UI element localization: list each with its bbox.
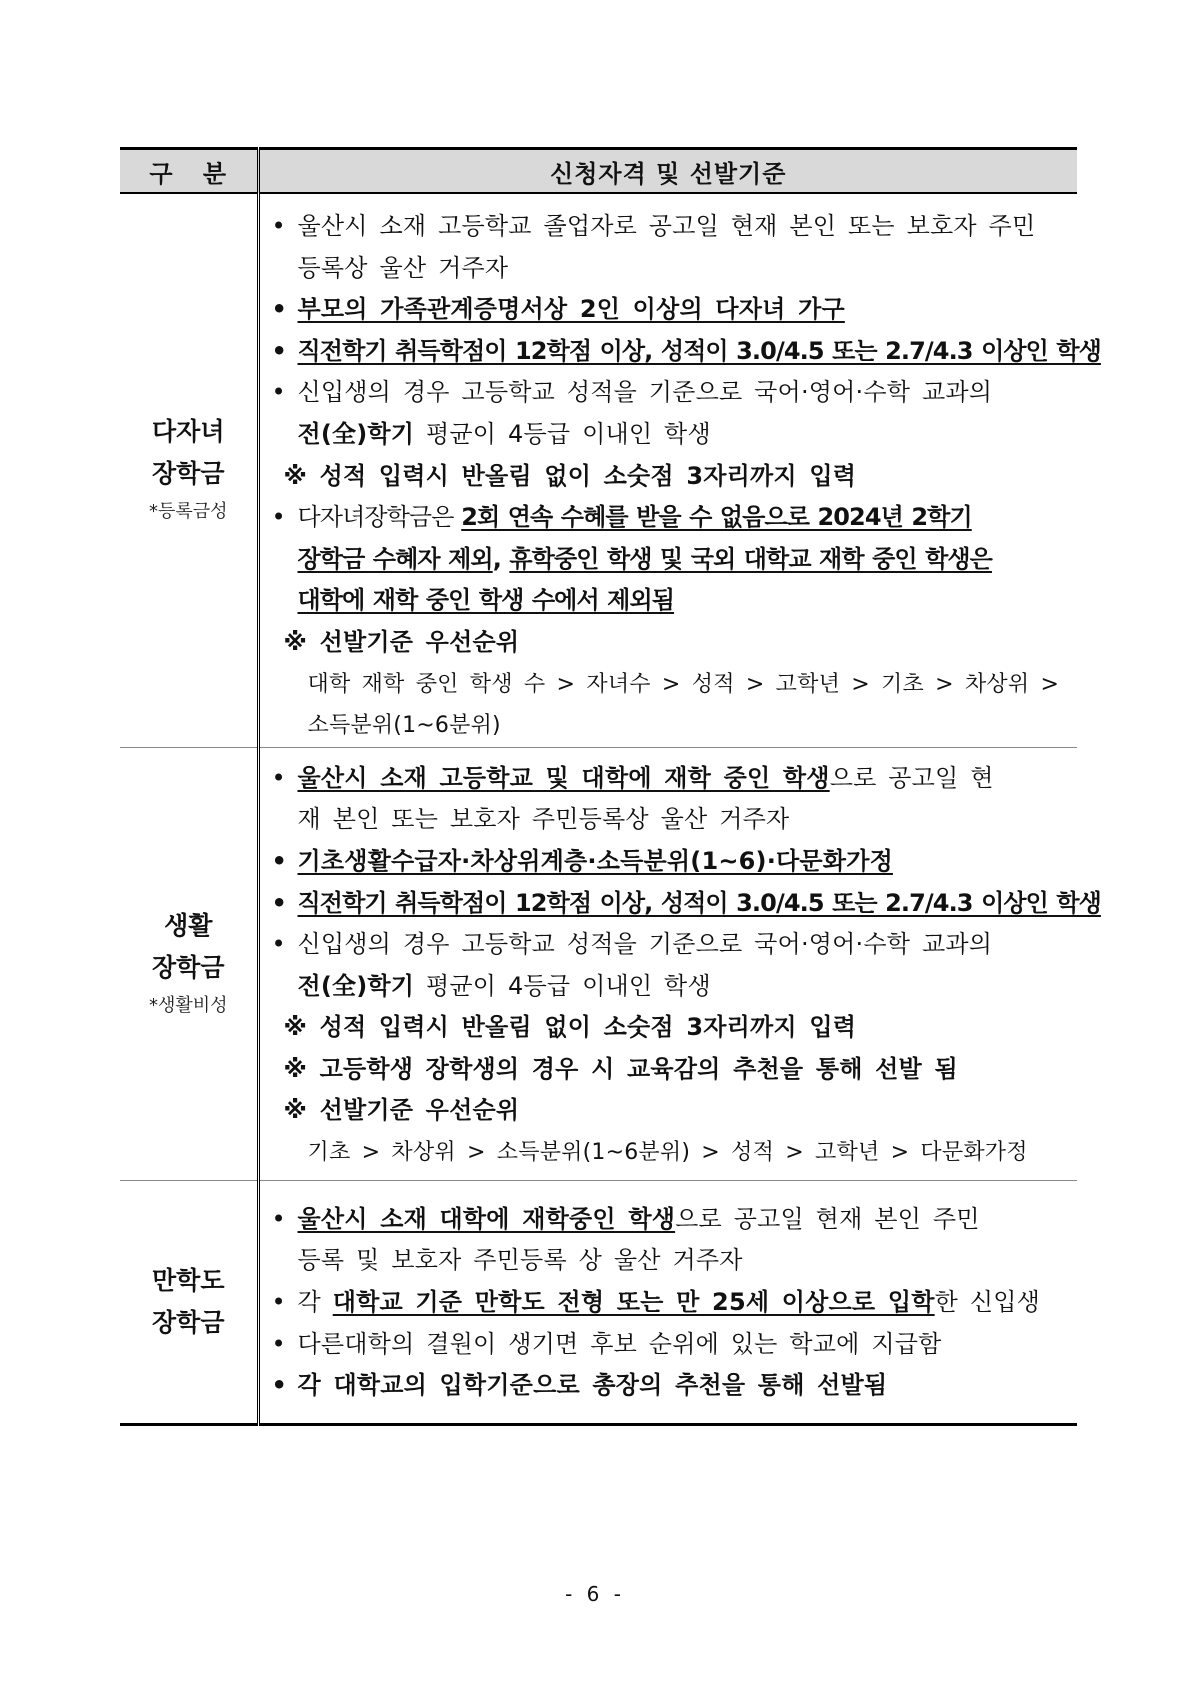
criteria-note: ※ 선발기준 우선순위 (283, 1096, 520, 1125)
criteria-line: 재 본인 또는 보호자 주민등록상 울산 거주자 (297, 805, 790, 834)
category-name-line2: 장학금 (152, 952, 225, 982)
criteria-line: 전(全)학기 평균이 4등급 이내인 학생 (297, 419, 711, 448)
table-row-living (120, 747, 1077, 1180)
criteria-cell (258, 1180, 1077, 1424)
header-category: 구 분 (120, 149, 258, 194)
criteria-note: ※ 고등학생 장학생의 경우 시 교육감의 추천을 통해 선발 됨 (283, 1054, 958, 1083)
criteria-line: •울산시 소재 대학에 재학중인 학생으로 공고일 현재 본인 주민 (271, 1204, 980, 1233)
category-name-line2: 장학금 (152, 459, 225, 489)
criteria-line: •신입생의 경우 고등학교 성적을 기준으로 국어·영어·수학 교과의 (271, 930, 993, 959)
criteria-line: •각 대학교 기준 만학도 전형 또는 만 25세 이상으로 입학한 신입생 (271, 1287, 1041, 1316)
criteria-line: 대학에 재학 중인 학생 수에서 제외됨 (297, 586, 675, 615)
page-number: - 6 - (565, 1582, 625, 1606)
criteria-line: 전(全)학기 평균이 4등급 이내인 학생 (297, 971, 711, 1000)
category-subtype: *생활비성 (148, 994, 228, 1016)
header-criteria: 신청자격 및 선발기준 (258, 149, 1077, 194)
criteria-line: 등록상 울산 거주자 (297, 253, 509, 282)
criteria-line: •각 대학교의 입학기준으로 총장의 추천을 통해 선발됨 (271, 1371, 888, 1400)
table-row-late-learner (120, 1180, 1077, 1424)
criteria-line: •직전학기 취득학점이 12학점 이상, 성적이 3.0/4.5 또는 2.7/4.3 이상인 학생 (271, 888, 1101, 917)
category-cell (120, 193, 258, 747)
table-row-multi-child (120, 193, 1077, 747)
category-cell (120, 747, 258, 1180)
criteria-note: ※ 선발기준 우선순위 (283, 627, 520, 656)
criteria-line: 등록 및 보호자 주민등록 상 울산 거주자 (297, 1246, 743, 1275)
table-header-row (120, 149, 1077, 194)
criteria-note: ※ 성적 입력시 반올림 없이 소숫점 3자리까지 입력 (283, 461, 857, 490)
category-subtype: *등록금성 (148, 501, 228, 523)
scholarship-criteria-table (120, 147, 1101, 1426)
criteria-line: •신입생의 경우 고등학교 성적을 기준으로 국어·영어·수학 교과의 (271, 378, 993, 407)
criteria-line: •울산시 소재 고등학교 및 대학에 재학 중인 학생으로 공고일 현 (271, 763, 994, 792)
criteria-line: •울산시 소재 고등학교 졸업자로 공고일 현재 본인 또는 보호자 주민 (271, 212, 1036, 240)
criteria-line: •다자녀장학금은 2회 연속 수혜를 받을 수 없음으로 2024년 2학기 (271, 503, 972, 532)
criteria-cell (258, 747, 1101, 1180)
criteria-note: ※ 성적 입력시 반올림 없이 소숫점 3자리까지 입력 (283, 1013, 857, 1042)
category-name-line1: 만학도 (152, 1265, 225, 1295)
priority-order: 소득분위(1~6분위) (307, 713, 501, 739)
category-name-line1: 생활 (164, 910, 213, 940)
criteria-cell (258, 193, 1101, 747)
category-cell (120, 1180, 258, 1424)
criteria-line: 장학금 수혜자 제외, 휴학중인 학생 및 국외 대학교 재학 중인 학생은 (297, 544, 992, 573)
priority-order: 대학 재학 중인 학생 수 > 자녀수 > 성적 > 고학년 > 기초 > 차상위 > (307, 671, 1060, 697)
priority-order: 기초 > 차상위 > 소득분위(1~6분위) > 성적 > 고학년 > 다문화가정 (307, 1140, 1028, 1166)
criteria-line: •기초생활수급자·차상위계층·소득분위(1~6)·다문화가정 (271, 846, 893, 875)
criteria-line: •부모의 가족관계증명서상 2인 이상의 다자녀 가구 (271, 295, 845, 324)
category-name-line2: 장학금 (152, 1307, 225, 1337)
criteria-line: •다른대학의 결원이 생기면 후보 순위에 있는 학교에 지급함 (271, 1329, 942, 1358)
criteria-line: •직전학기 취득학점이 12학점 이상, 성적이 3.0/4.5 또는 2.7/4.3 이상인 학생 (271, 336, 1101, 365)
category-name-line1: 다자녀 (152, 417, 225, 447)
